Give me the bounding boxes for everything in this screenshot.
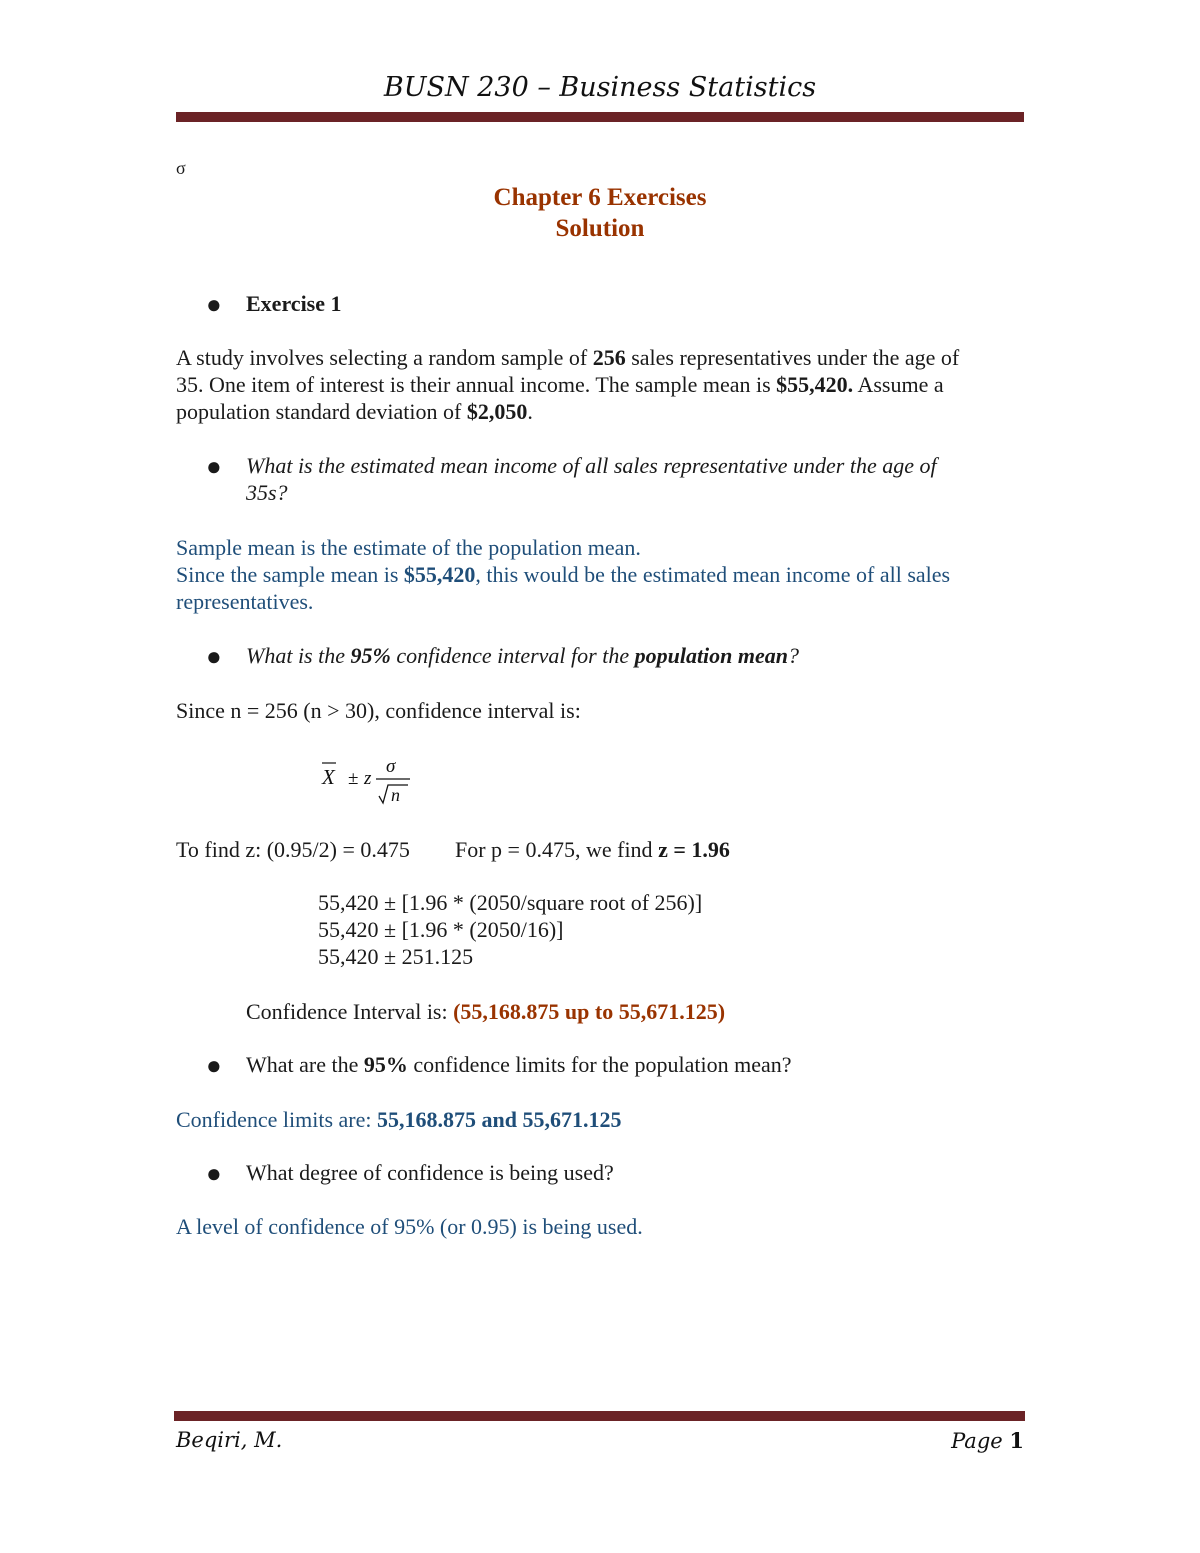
footer-rule (174, 1411, 1025, 1421)
intro-line-3 (176, 398, 533, 425)
plus-minus-symbol: ± (348, 768, 359, 789)
header-rule (176, 112, 1024, 122)
text: , this would be the estimated mean income of all sales (475, 562, 951, 587)
text: What is the (246, 643, 351, 668)
text: 35. One item of interest is their annual income. The sample mean is (176, 372, 777, 397)
sample-size: 256 (592, 345, 626, 370)
bullet-icon: ● (206, 1159, 222, 1188)
n-symbol: n (391, 785, 400, 805)
since-line: Since n = 256 (n > 30), confidence interval is: (176, 698, 581, 723)
bullet-icon: ● (206, 290, 222, 319)
question-4: What degree of confidence is being used? (246, 1160, 614, 1185)
chapter-title: Chapter 6 Exercises (493, 184, 707, 211)
text: population standard deviation of (176, 399, 467, 424)
header-title: BUSN 230 – Business Statistics (383, 72, 817, 103)
page-number: 1 (1009, 1428, 1024, 1453)
answer-1-line-1: Sample mean is the estimate of the population mean. (176, 535, 641, 560)
page-label: Page (951, 1429, 1010, 1453)
stray-sigma: σ (176, 158, 186, 178)
question-1-line-1: What is the estimated mean income of all sales representative under the age of (246, 453, 937, 478)
calc-line-1: 55,420 ± [1.96 * (2050/square root of 256)] (318, 890, 703, 915)
text: Confidence limits are: (176, 1107, 377, 1132)
text: Confidence Interval is: (246, 999, 454, 1024)
find-z-part-2 (455, 836, 730, 863)
std-dev: $2,050 (466, 399, 528, 424)
text: ? (788, 643, 800, 668)
answer-value: $55,420 (403, 562, 476, 587)
intro-line-2 (176, 371, 944, 398)
ci-formula (320, 758, 440, 814)
question-3 (246, 1051, 792, 1078)
z-symbol: z (364, 768, 372, 789)
text: Since the sample mean is (176, 562, 404, 587)
intro-line-1 (176, 344, 959, 371)
bullet-icon: ● (206, 642, 222, 671)
xbar-symbol: X (322, 765, 335, 789)
chapter-subtitle: Solution (555, 215, 645, 242)
sample-mean: $55,420. (776, 372, 854, 397)
question-2 (246, 642, 799, 669)
bullet-icon: ● (206, 1051, 222, 1080)
footer-page (951, 1428, 1024, 1453)
bullet-icon: ● (206, 452, 222, 481)
limits-value: 55,168.875 and 55,671.125 (377, 1107, 622, 1132)
answer-1-line-3: representatives. (176, 589, 314, 614)
text: For p = 0.475, we find (455, 837, 659, 862)
ci-value: (55,168.875 up to 55,671.125) (453, 999, 726, 1024)
answer-1-line-2 (176, 561, 950, 588)
text: confidence limits for the population mean? (407, 1052, 792, 1077)
confidence-level: 95% (350, 643, 391, 668)
answer-4: A level of confidence of 95% (or 0.95) is being used. (176, 1214, 643, 1239)
find-z-part-1: To find z: (0.95/2) = 0.475 (176, 837, 410, 862)
footer-author: Beqiri, M. (176, 1428, 283, 1452)
question-1-line-2: 35s? (246, 480, 288, 505)
calc-line-3: 55,420 ± 251.125 (318, 944, 474, 969)
text: sales representatives under the age of (625, 345, 960, 370)
text: Assume a (853, 372, 944, 397)
text: What are the (246, 1052, 364, 1077)
confidence-level: 95% (363, 1052, 408, 1077)
text: A study involves selecting a random sample of (176, 345, 593, 370)
sigma-symbol: σ (386, 758, 396, 777)
text: confidence interval for the (390, 643, 635, 668)
population-mean-term: population mean (634, 643, 789, 668)
answer-3 (176, 1106, 621, 1133)
text: . (527, 399, 533, 424)
z-value: z = 1.96 (658, 837, 730, 862)
exercise-heading: Exercise 1 (246, 291, 342, 316)
calc-line-2: 55,420 ± [1.96 * (2050/16)] (318, 917, 564, 942)
confidence-interval (246, 998, 725, 1025)
